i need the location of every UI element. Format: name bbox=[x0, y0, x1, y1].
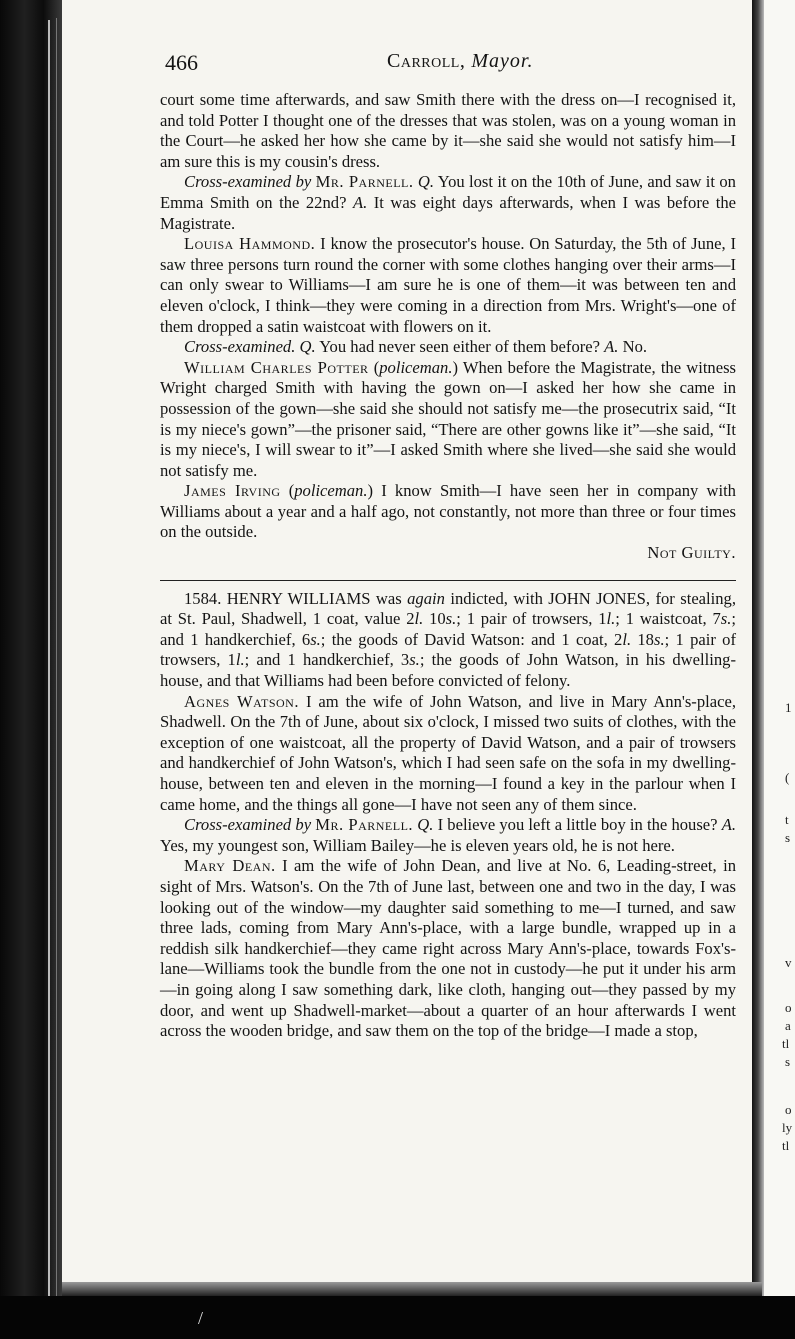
witness-name: James Irving bbox=[184, 481, 281, 501]
margin-char: 1 bbox=[785, 700, 792, 715]
margin-char: o bbox=[785, 1102, 792, 1117]
case-separator-rule bbox=[160, 580, 736, 581]
scan-mark: / bbox=[198, 1308, 204, 1328]
cross-examination: Cross-examined. Q. You had never seen either of them before? A. No. bbox=[184, 337, 648, 357]
book-binding-left bbox=[0, 0, 62, 1339]
cross-examination: Cross-examined by Mr. Parnell. Q. You lost it on the 10th of June, and saw it on Emma Smith on the 22nd? A. It was eight days afterwards, when I was before the Magistrate. bbox=[160, 172, 736, 233]
running-title: Carroll, Mayor. bbox=[387, 50, 534, 72]
page-bottom-shadow bbox=[62, 1282, 762, 1296]
margin-char: t bbox=[785, 812, 789, 827]
witness-name: Agnes Watson. bbox=[184, 691, 299, 711]
margin-char: ( bbox=[785, 770, 790, 785]
margin-char: v bbox=[785, 955, 792, 970]
indictment-paragraph: 1584. HENRY WILLIAMS was again indicted, with JOHN JONES, for stealing, at St. Paul, Shadwell, 1 coat, value 2l. 10s.; 1 pair of trowsers, 1l.; 1 waistcoat, 7s.; and 1 handkerchief, 6s.; the goods of David Watson: and 1 coat, 2l. 18s.; 1 pair of trowsers, 1l.; and 1 handkerchief, 3s.; the goods of John Watson, in his dwelling-house, and that Williams had been before convicted of felony. bbox=[160, 588, 737, 691]
testimony-paragraph: Louisa Hammond. I know the prosecutor's house. On Saturday, the 5th of June, I saw three persons turn round the corner with some clothes hanging over their arms—I can only swear to Williams—I am sure he is one of them—it was between ten and eleven o'clock, I think—they were coming in a direction from Mrs. Wright's—one of them dropped a satin waistcoat with flowers on it. bbox=[160, 234, 736, 336]
testimony-paragraph: Mary Dean. I am the wife of John Dean, and live at No. 6, Leading-street, in sight of Mrs. Watson's. On the 7th of June last, between one and two in the day, I was looking out of the window—my daughter said something to me—I turned, and saw three lads, coming from Mary Ann's-place, with a large bundle, wrapped up in a reddish silk handkerchief—they came right across Mary Ann's-place, towards Fox's-lane—Williams took the bundle from the one not in custody—he put it under his arm—in going along I saw something dark, like cloth, hanging out—they passed by my door, and went up Shadwell-market—about a quarter of an hour afterwards I went across the wooden bridge, and saw them on the top of the bridge—I made a stop, bbox=[160, 856, 737, 1041]
margin-char: s bbox=[785, 1054, 791, 1069]
co-defendant-name: JOHN JONES, bbox=[548, 588, 651, 608]
verdict: Not Guilty. bbox=[647, 543, 736, 563]
margin-char: s bbox=[785, 830, 791, 845]
testimony-paragraph: James Irving (policeman.) I know Smith—I have seen her in company with Williams about a year and a half ago, not constantly, not more than three or four times on the outside. bbox=[160, 481, 736, 542]
running-header bbox=[165, 50, 725, 80]
page-number: 466 bbox=[165, 50, 198, 75]
margin-char: o bbox=[785, 1000, 792, 1015]
margin-char: tl bbox=[782, 1138, 790, 1153]
margin-char: ly bbox=[782, 1120, 793, 1135]
margin-char: tl bbox=[782, 1036, 790, 1051]
witness-name: Louisa Hammond. bbox=[184, 234, 316, 254]
page-body bbox=[160, 90, 736, 1042]
margin-char: a bbox=[785, 1018, 791, 1033]
witness-name: William Charles Potter bbox=[184, 357, 369, 377]
testimony-continued: court some time afterwards, and saw Smith there with the dress on—I recognised it, and told Potter I thought one of the dresses that was stolen, was on a young woman in the Court—he asked her how she came by it—she said she would not satisfy him—I am sure this is my cousin's dress. bbox=[160, 90, 736, 171]
scan-bottom-border bbox=[0, 1296, 795, 1339]
defendant-name: HENRY WILLIAMS bbox=[226, 588, 371, 608]
case-number: 1584. bbox=[184, 588, 222, 608]
witness-name: Mary Dean. bbox=[184, 856, 276, 876]
cross-examination: Cross-examined by Mr. Parnell. Q. I believe you left a little boy in the house? A. Yes, my youngest son, William Bailey—he is eleven years old, he is not here. bbox=[160, 815, 737, 855]
testimony-paragraph: William Charles Potter (policeman.) When before the Magistrate, the witness Wright charged Smith with having the gown on—I asked her how she came in possession of the gown—she said she should not satisfy me—the prosecutrix said, “It is my niece's gown”—the prisoner said, “There are other gowns like it”—she said, “It is my niece's, I will swear to it”—I asked Smith where she lived—she said she would not satisfy me. bbox=[160, 357, 737, 480]
testimony-paragraph: Agnes Watson. I am the wife of John Watson, and live in Mary Ann's-place, Shadwell. On the 7th of June, about six o'clock, I missed two suits of clothes, with the exception of one waistcoat, all the property of David Watson, and a pair of trowsers and handkerchief of John Watson's, which I had seen safe on the sofa in my dwelling-house, between ten and eleven in the morning—I found a key in the parlour when I came home, and the things all gone—I have not seen any of them since. bbox=[160, 691, 736, 814]
